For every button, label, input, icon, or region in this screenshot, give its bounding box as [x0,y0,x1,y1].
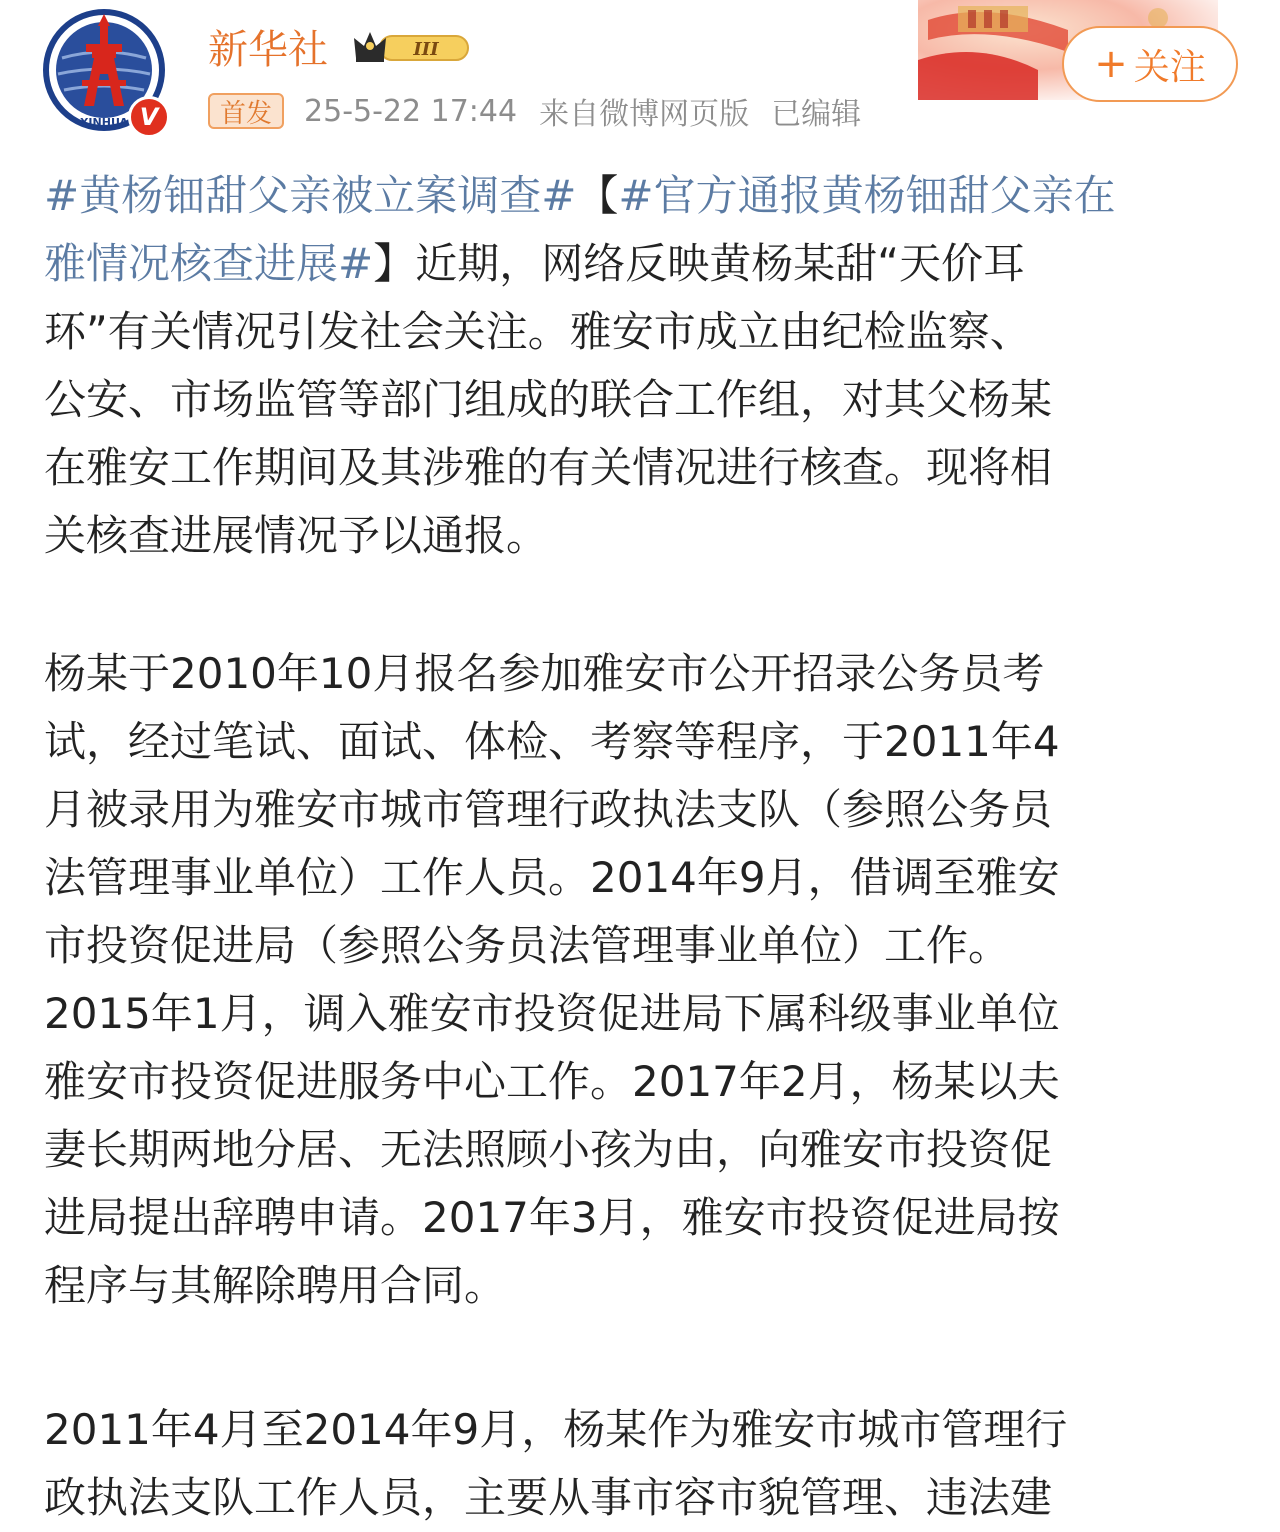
text-line: 政执法支队工作人员，主要从事市容市貌管理、违法建 [44,1473,1053,1522]
post-meta [208,88,883,134]
post-timestamp: 25-5-22 17:44 [304,93,518,129]
text-line: 2015年1月，调入雅安市投资促进局下属科级事业单位 [44,989,1060,1038]
text-line [44,230,1240,298]
hashtag-link[interactable]: 雅情况核查进展# [44,239,374,288]
text-line: 关核查进展情况予以通报。 [44,511,549,560]
text-line: 法管理事业单位）工作人员。2014年9月，借调至雅安 [44,853,1060,902]
text-span: 】近期，网络反映黄杨某甜“天价耳 [373,239,1025,288]
post-paragraph-2 [44,640,1240,1320]
post-paragraph-3 [44,1396,1240,1532]
vip-crown-badge[interactable] [352,28,470,66]
text-line: 环”有关情况引发社会关注。雅安市成立由纪检监察、 [44,307,1032,356]
hashtag-link[interactable]: #黄杨钿甜父亲被立案调查# [44,171,577,220]
verified-v-icon: V [139,103,159,131]
text-line [44,162,1240,230]
post-source[interactable]: 来自微博网页版 [539,97,750,132]
hashtag-link[interactable]: #官方通报黄杨钿甜父亲在 [618,171,1116,220]
post-paragraph-1 [44,162,1240,570]
svg-text:XINHUA: XINHUA [79,116,129,129]
text-line: 2011年4月至2014年9月，杨某作为雅安市城市管理行 [44,1405,1068,1454]
first-tag: 首发 [208,93,284,129]
text-line: 杨某于2010年10月报名参加雅安市公开招录公务员考 [44,649,1045,698]
text-line: 程序与其解除聘用合同。 [44,1261,507,1310]
text-line: 雅安市投资促进服务中心工作。2017年2月，杨某以夫 [44,1057,1060,1106]
text-line: 试，经过笔试、面试、体检、考察等程序，于2011年4 [44,717,1060,766]
text-line: 在雅安工作期间及其涉雅的有关情况进行核查。现将相 [44,443,1053,492]
text-line: 妻长期两地分居、无法照顾小孩为由，向雅安市投资促 [44,1125,1053,1174]
text-line: 市投资促进局（参照公务员法管理事业单位）工作。 [44,921,1011,970]
verified-badge [128,96,170,138]
text-line: 月被录用为雅安市城市管理行政执法支队（参照公务员 [44,785,1053,834]
username[interactable]: 新华社 [208,26,328,73]
text-line: 公安、市场监管等部门组成的联合工作组，对其父杨某 [44,375,1053,424]
plus-icon: + [1094,41,1128,87]
text-line: 进局提出辞聘申请。2017年3月，雅安市投资促进局按 [44,1193,1060,1242]
bracket: 【 [576,171,619,220]
svg-text:III: III [413,39,439,60]
crown-icon [352,28,470,66]
follow-button[interactable] [1062,26,1238,102]
edited-label[interactable]: 已编辑 [771,97,862,132]
follow-button-label: 关注 [1133,46,1206,88]
